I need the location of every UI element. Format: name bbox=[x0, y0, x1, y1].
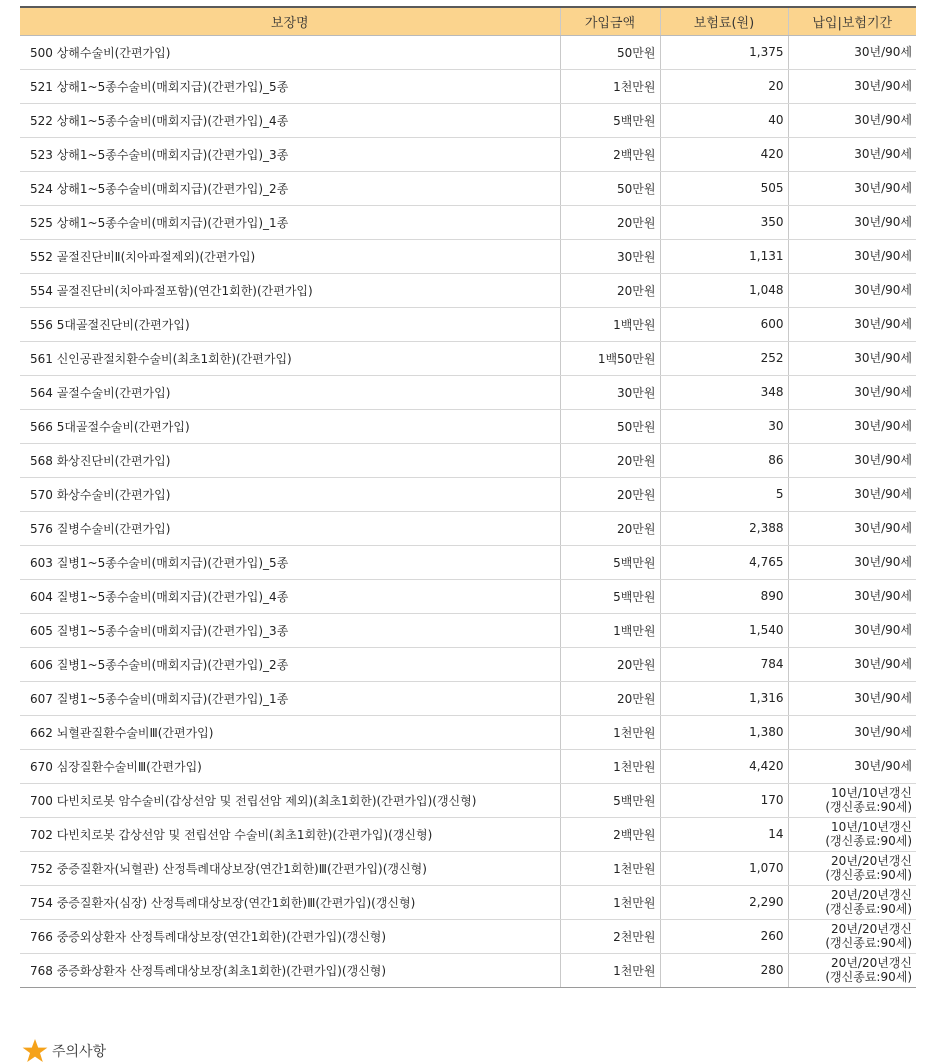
amount-cell: 1천만원 bbox=[560, 715, 660, 749]
term-cell bbox=[788, 443, 916, 477]
coverage-name-cell: 561 신인공관절치환수술비(최초1회한)(간편가입) bbox=[20, 341, 560, 375]
amount-cell: 5백만원 bbox=[560, 783, 660, 817]
header-coverage-name: 보장명 bbox=[20, 7, 560, 35]
coverage-name-cell: 522 상해1~5종수술비(매회지급)(간편가입)_4종 bbox=[20, 103, 560, 137]
amount-cell: 1천만원 bbox=[560, 69, 660, 103]
coverage-name-cell: 554 골절진단비(치아파절포함)(연간1회한)(간편가입) bbox=[20, 273, 560, 307]
amount-cell: 1백만원 bbox=[560, 307, 660, 341]
table-row bbox=[20, 851, 916, 885]
coverage-name-cell: 524 상해1~5종수술비(매회지급)(간편가입)_2종 bbox=[20, 171, 560, 205]
term-line: 30년/90세 bbox=[854, 249, 912, 263]
amount-cell: 20만원 bbox=[560, 273, 660, 307]
premium-cell: 2,388 bbox=[660, 511, 788, 545]
premium-cell: 4,420 bbox=[660, 749, 788, 783]
table-row bbox=[20, 137, 916, 171]
amount-cell: 20만원 bbox=[560, 205, 660, 239]
amount-cell: 1천만원 bbox=[560, 953, 660, 987]
term-cell bbox=[788, 817, 916, 851]
term-line: 30년/90세 bbox=[854, 725, 912, 739]
term-cell bbox=[788, 579, 916, 613]
coverage-name-cell: 607 질병1~5종수술비(매회지급)(간편가입)_1종 bbox=[20, 681, 560, 715]
term-line: (갱신종료:90세) bbox=[825, 902, 912, 916]
premium-cell: 40 bbox=[660, 103, 788, 137]
table-row bbox=[20, 171, 916, 205]
premium-cell: 1,380 bbox=[660, 715, 788, 749]
term-cell bbox=[788, 715, 916, 749]
term-line: 30년/90세 bbox=[854, 589, 912, 603]
term-cell bbox=[788, 477, 916, 511]
amount-cell: 1천만원 bbox=[560, 749, 660, 783]
header-term: 납입|보험기간 bbox=[788, 7, 916, 35]
premium-cell: 1,048 bbox=[660, 273, 788, 307]
term-cell bbox=[788, 307, 916, 341]
table-row bbox=[20, 375, 916, 409]
term-cell bbox=[788, 885, 916, 919]
term-line: 30년/90세 bbox=[854, 317, 912, 331]
coverage-name-cell: 523 상해1~5종수술비(매회지급)(간편가입)_3종 bbox=[20, 137, 560, 171]
term-cell bbox=[788, 205, 916, 239]
table-row bbox=[20, 647, 916, 681]
table-row bbox=[20, 443, 916, 477]
table-row bbox=[20, 749, 916, 783]
term-line: 30년/90세 bbox=[854, 521, 912, 535]
amount-cell: 2천만원 bbox=[560, 919, 660, 953]
amount-cell: 5백만원 bbox=[560, 579, 660, 613]
term-cell bbox=[788, 103, 916, 137]
premium-cell: 14 bbox=[660, 817, 788, 851]
header-premium: 보험료(원) bbox=[660, 7, 788, 35]
header-amount: 가입금액 bbox=[560, 7, 660, 35]
amount-cell: 20만원 bbox=[560, 681, 660, 715]
term-line: (갱신종료:90세) bbox=[825, 834, 912, 848]
coverage-table bbox=[20, 6, 916, 988]
term-cell bbox=[788, 171, 916, 205]
term-cell bbox=[788, 69, 916, 103]
term-line: 30년/90세 bbox=[854, 487, 912, 501]
premium-cell: 30 bbox=[660, 409, 788, 443]
amount-cell: 50만원 bbox=[560, 171, 660, 205]
coverage-name-cell: 700 다빈치로봇 암수술비(갑상선암 및 전립선암 제외)(최초1회한)(간편가입)(갱신형) bbox=[20, 783, 560, 817]
term-line: 30년/90세 bbox=[854, 657, 912, 671]
term-line: 30년/90세 bbox=[854, 385, 912, 399]
amount-cell: 1백50만원 bbox=[560, 341, 660, 375]
coverage-table-container bbox=[20, 6, 916, 988]
term-cell bbox=[788, 613, 916, 647]
amount-cell: 2백만원 bbox=[560, 817, 660, 851]
term-line: 30년/90세 bbox=[854, 215, 912, 229]
term-line: 30년/90세 bbox=[854, 759, 912, 773]
term-cell bbox=[788, 783, 916, 817]
amount-cell: 50만원 bbox=[560, 35, 660, 69]
amount-cell: 20만원 bbox=[560, 443, 660, 477]
amount-cell: 20만원 bbox=[560, 647, 660, 681]
term-line: 30년/90세 bbox=[854, 113, 912, 127]
coverage-name-cell: 604 질병1~5종수술비(매회지급)(간편가입)_4종 bbox=[20, 579, 560, 613]
premium-cell: 170 bbox=[660, 783, 788, 817]
premium-cell: 5 bbox=[660, 477, 788, 511]
coverage-name-cell: 752 중증질환자(뇌혈관) 산정특례대상보장(연간1회한)Ⅲ(간편가입)(갱신형) bbox=[20, 851, 560, 885]
premium-cell: 1,070 bbox=[660, 851, 788, 885]
term-cell bbox=[788, 375, 916, 409]
coverage-name-cell: 702 다빈치로봇 갑상선암 및 전립선암 수술비(최초1회한)(간편가입)(갱신형) bbox=[20, 817, 560, 851]
table-row bbox=[20, 205, 916, 239]
term-cell bbox=[788, 239, 916, 273]
premium-cell: 86 bbox=[660, 443, 788, 477]
notice-label: 주의사항 bbox=[52, 1044, 107, 1060]
coverage-name-cell: 603 질병1~5종수술비(매회지급)(간편가입)_5종 bbox=[20, 545, 560, 579]
term-line: 20년/20년갱신 bbox=[831, 888, 912, 902]
term-line: 30년/90세 bbox=[854, 79, 912, 93]
term-line: 30년/90세 bbox=[854, 147, 912, 161]
term-line: 30년/90세 bbox=[854, 351, 912, 365]
amount-cell: 1천만원 bbox=[560, 851, 660, 885]
table-row bbox=[20, 783, 916, 817]
premium-cell: 1,540 bbox=[660, 613, 788, 647]
table-row bbox=[20, 545, 916, 579]
table-row bbox=[20, 477, 916, 511]
term-cell bbox=[788, 341, 916, 375]
table-row bbox=[20, 239, 916, 273]
premium-cell: 1,375 bbox=[660, 35, 788, 69]
premium-cell: 20 bbox=[660, 69, 788, 103]
coverage-name-cell: 606 질병1~5종수술비(매회지급)(간편가입)_2종 bbox=[20, 647, 560, 681]
term-line: 30년/90세 bbox=[854, 45, 912, 59]
premium-cell: 4,765 bbox=[660, 545, 788, 579]
premium-cell: 420 bbox=[660, 137, 788, 171]
term-line: (갱신종료:90세) bbox=[825, 970, 912, 984]
coverage-name-cell: 566 5대골절수술비(간편가입) bbox=[20, 409, 560, 443]
term-cell bbox=[788, 681, 916, 715]
term-cell bbox=[788, 953, 916, 987]
coverage-name-cell: 570 화상수술비(간편가입) bbox=[20, 477, 560, 511]
amount-cell: 1천만원 bbox=[560, 885, 660, 919]
table-row bbox=[20, 579, 916, 613]
notice-heading bbox=[20, 1038, 106, 1064]
table-header-row bbox=[20, 7, 916, 35]
coverage-name-cell: 564 골절수술비(간편가입) bbox=[20, 375, 560, 409]
premium-cell: 260 bbox=[660, 919, 788, 953]
term-line: 30년/90세 bbox=[854, 623, 912, 637]
term-line: 30년/90세 bbox=[854, 181, 912, 195]
coverage-name-cell: 662 뇌혈관질환수술비Ⅲ(간편가입) bbox=[20, 715, 560, 749]
term-cell bbox=[788, 35, 916, 69]
term-line: 30년/90세 bbox=[854, 419, 912, 433]
term-cell bbox=[788, 647, 916, 681]
amount-cell: 5백만원 bbox=[560, 103, 660, 137]
coverage-name-cell: 556 5대골절진단비(간편가입) bbox=[20, 307, 560, 341]
amount-cell: 1백만원 bbox=[560, 613, 660, 647]
table-row bbox=[20, 817, 916, 851]
premium-cell: 350 bbox=[660, 205, 788, 239]
term-line: 20년/20년갱신 bbox=[831, 854, 912, 868]
premium-cell: 1,316 bbox=[660, 681, 788, 715]
coverage-name-cell: 576 질병수술비(간편가입) bbox=[20, 511, 560, 545]
term-cell bbox=[788, 851, 916, 885]
table-row bbox=[20, 613, 916, 647]
term-line: (갱신종료:90세) bbox=[825, 800, 912, 814]
table-row bbox=[20, 307, 916, 341]
term-line: 10년/10년갱신 bbox=[831, 786, 912, 800]
term-line: 30년/90세 bbox=[854, 453, 912, 467]
table-row bbox=[20, 273, 916, 307]
term-line: 20년/20년갱신 bbox=[831, 922, 912, 936]
amount-cell: 30만원 bbox=[560, 375, 660, 409]
premium-cell: 280 bbox=[660, 953, 788, 987]
term-cell bbox=[788, 409, 916, 443]
table-row bbox=[20, 409, 916, 443]
table-row bbox=[20, 919, 916, 953]
table-row bbox=[20, 953, 916, 987]
premium-cell: 1,131 bbox=[660, 239, 788, 273]
coverage-name-cell: 521 상해1~5종수술비(매회지급)(간편가입)_5종 bbox=[20, 69, 560, 103]
coverage-name-cell: 768 중증화상환자 산정특례대상보장(최초1회한)(간편가입)(갱신형) bbox=[20, 953, 560, 987]
term-cell bbox=[788, 137, 916, 171]
coverage-name-cell: 766 중증외상환자 산정특례대상보장(연간1회한)(간편가입)(갱신형) bbox=[20, 919, 560, 953]
amount-cell: 20만원 bbox=[560, 477, 660, 511]
amount-cell: 2백만원 bbox=[560, 137, 660, 171]
term-cell bbox=[788, 273, 916, 307]
amount-cell: 50만원 bbox=[560, 409, 660, 443]
table-row bbox=[20, 341, 916, 375]
table-body bbox=[20, 35, 916, 987]
premium-cell: 784 bbox=[660, 647, 788, 681]
term-line: (갱신종료:90세) bbox=[825, 868, 912, 882]
term-cell bbox=[788, 511, 916, 545]
term-cell bbox=[788, 545, 916, 579]
premium-cell: 348 bbox=[660, 375, 788, 409]
coverage-name-cell: 670 심장질환수술비Ⅲ(간편가입) bbox=[20, 749, 560, 783]
coverage-name-cell: 500 상해수술비(간편가입) bbox=[20, 35, 560, 69]
amount-cell: 20만원 bbox=[560, 511, 660, 545]
term-cell bbox=[788, 749, 916, 783]
premium-cell: 252 bbox=[660, 341, 788, 375]
premium-cell: 505 bbox=[660, 171, 788, 205]
table-row bbox=[20, 35, 916, 69]
amount-cell: 5백만원 bbox=[560, 545, 660, 579]
table-row bbox=[20, 69, 916, 103]
premium-cell: 600 bbox=[660, 307, 788, 341]
coverage-name-cell: 754 중증질환자(심장) 산정특례대상보장(연간1회한)Ⅲ(간편가입)(갱신형) bbox=[20, 885, 560, 919]
coverage-name-cell: 552 골절진단비Ⅱ(치아파절제외)(간편가입) bbox=[20, 239, 560, 273]
term-line: 30년/90세 bbox=[854, 283, 912, 297]
star-icon bbox=[20, 1038, 50, 1064]
coverage-name-cell: 568 화상진단비(간편가입) bbox=[20, 443, 560, 477]
premium-cell: 2,290 bbox=[660, 885, 788, 919]
term-line: 30년/90세 bbox=[854, 555, 912, 569]
table-row bbox=[20, 103, 916, 137]
term-line: 10년/10년갱신 bbox=[831, 820, 912, 834]
table-row bbox=[20, 715, 916, 749]
amount-cell: 30만원 bbox=[560, 239, 660, 273]
coverage-name-cell: 525 상해1~5종수술비(매회지급)(간편가입)_1종 bbox=[20, 205, 560, 239]
coverage-name-cell: 605 질병1~5종수술비(매회지급)(간편가입)_3종 bbox=[20, 613, 560, 647]
premium-cell: 890 bbox=[660, 579, 788, 613]
term-line: 30년/90세 bbox=[854, 691, 912, 705]
term-line: 20년/20년갱신 bbox=[831, 956, 912, 970]
table-row bbox=[20, 511, 916, 545]
table-row bbox=[20, 885, 916, 919]
table-row bbox=[20, 681, 916, 715]
term-line: (갱신종료:90세) bbox=[825, 936, 912, 950]
term-cell bbox=[788, 919, 916, 953]
